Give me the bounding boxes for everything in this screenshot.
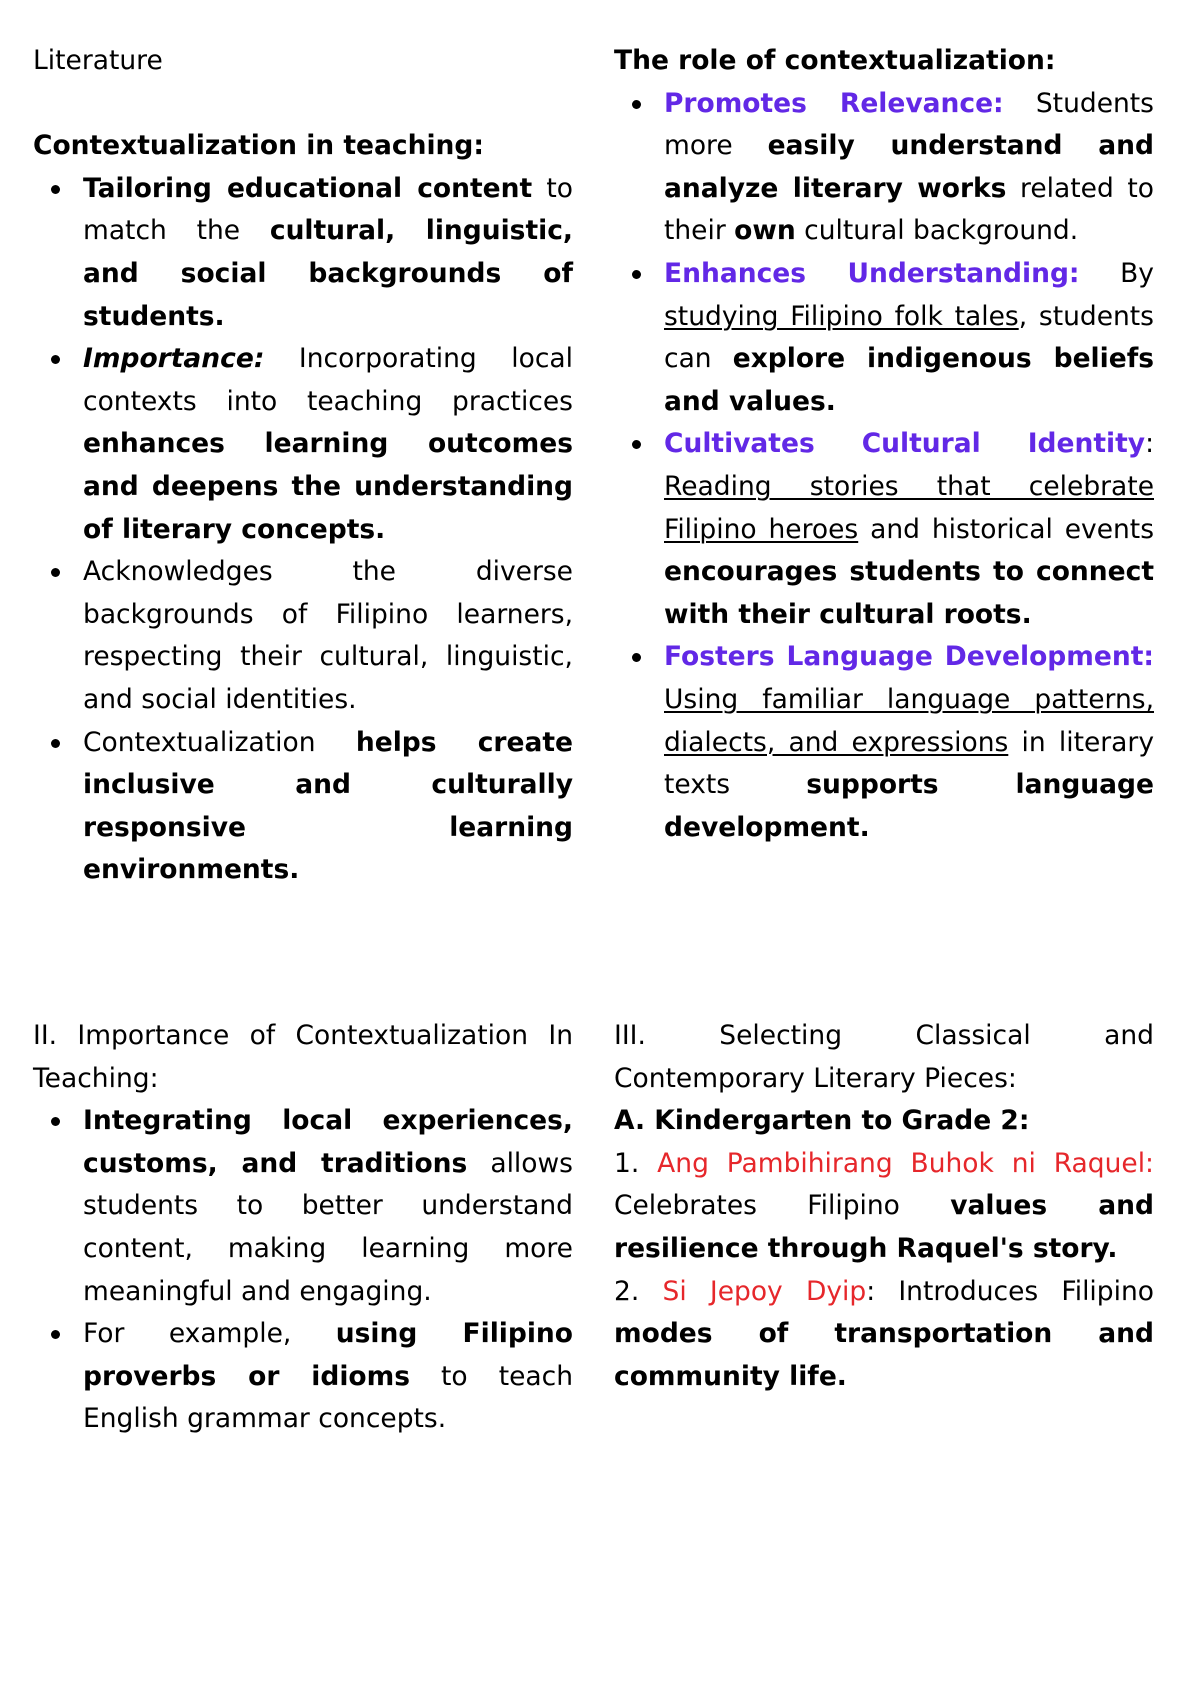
list-item: 1. Ang Pambihirang Buhok ni Raquel: Celebrates Filipino values and resilience through Raquel's story. [614, 1147, 1155, 1264]
importance-section [33, 1015, 573, 1441]
bullet-list [33, 168, 573, 892]
list-item: Cultivates Cultural Identity: Reading stories that celebrate Filipino heroes and historical events encourages students to connect with their cultural roots. [614, 423, 1154, 636]
section-heading: Contextualization in teaching: [33, 130, 484, 162]
list-item: Importance: Incorporating local contexts into teaching practices enhances learning outcomes and deepens the understanding of literary concepts. [33, 338, 573, 551]
bullet-list [614, 83, 1154, 850]
list-item: Fosters Language Development: Using familiar language patterns, dialects, and expressions in literary texts supports language development. [614, 636, 1154, 849]
list-item: For example, using Filipino proverbs or idioms to teach English grammar concepts. [33, 1313, 573, 1441]
list-item: Enhances Understanding: By studying Filipino folk tales, students can explore indigenous beliefs and values. [614, 253, 1154, 423]
subheading: A. Kindergarten to Grade 2: [614, 1105, 1030, 1137]
list-item: Contextualization helps create inclusive and culturally responsive learning environments. [33, 722, 573, 892]
role-section [614, 40, 1154, 849]
section-heading: II. Importance of Contextualization In Teaching: [33, 1020, 573, 1094]
section-heading: The role of contextualization: [614, 45, 1056, 76]
page-title: Literature [33, 45, 163, 76]
list-item: Integrating local experiences, customs, and traditions allows students to better understand content, making learning more meaningful and engaging. [33, 1100, 573, 1313]
bullet-list [33, 1100, 573, 1441]
selecting-section [614, 1015, 1154, 1398]
list-item: 2. Si Jepoy Dyip: Introduces Filipino modes of transportation and community life. [614, 1275, 1154, 1392]
list-item: Acknowledges the diverse backgrounds of Filipino learners, respecting their cultural, linguistic, and social identities. [33, 551, 573, 721]
list-item: Promotes Relevance: Students more easily understand and analyze literary works related to their own cultural background. [614, 83, 1154, 253]
section-heading: III. Selecting Classical and Contemporary Literary Pieces: [614, 1020, 1154, 1094]
list-item: Tailoring educational content to match the cultural, linguistic, and social backgrounds of students. [33, 168, 573, 338]
literature-section [33, 40, 573, 892]
